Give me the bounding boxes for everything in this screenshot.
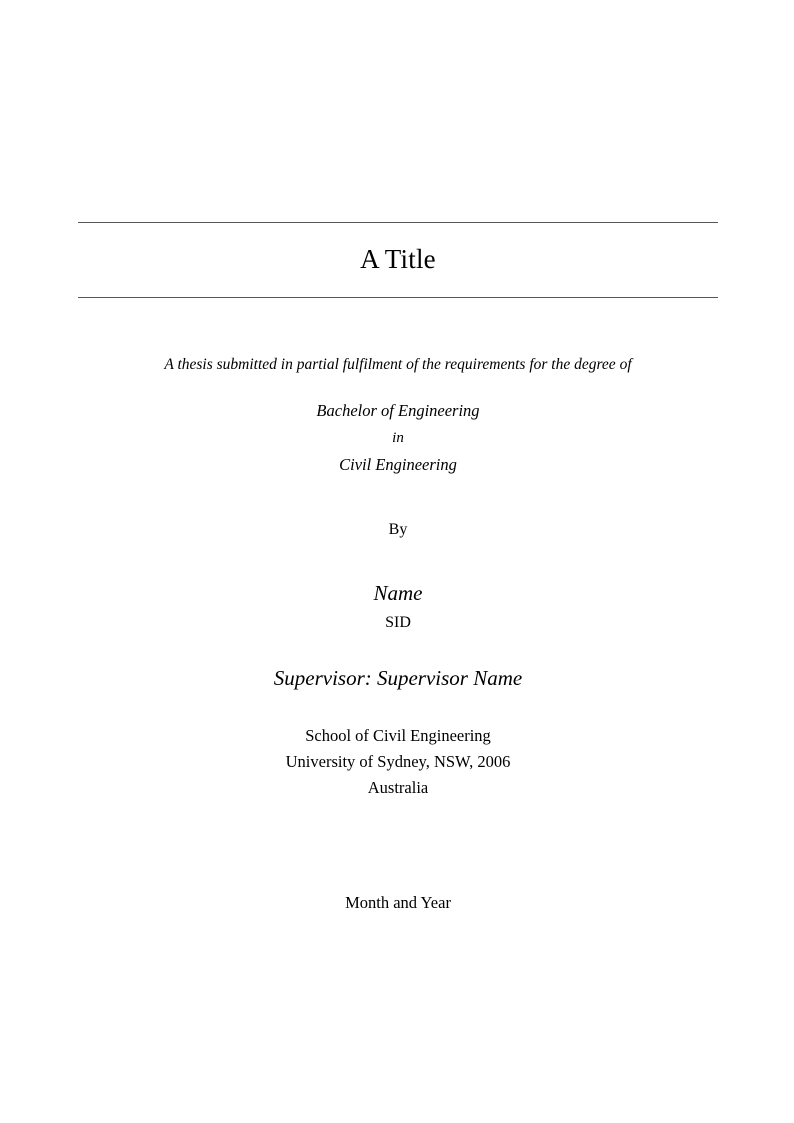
- degree-field: Civil Engineering: [339, 455, 457, 475]
- title-page-content: [78, 0, 718, 913]
- supervisor-line: Supervisor: Supervisor Name: [273, 666, 523, 691]
- publication-date: Month and Year: [345, 893, 451, 913]
- by-label: By: [388, 521, 408, 539]
- affiliation-block: [78, 723, 718, 800]
- title-block: [78, 223, 718, 297]
- affiliation-country: Australia: [367, 777, 429, 797]
- degree-name: Bachelor of Engineering: [316, 401, 480, 421]
- author-name: Name: [373, 581, 423, 606]
- thesis-statement: A thesis submitted in partial fulfilment of the requirements for the degree of: [164, 356, 632, 374]
- page-title: A Title: [360, 244, 436, 274]
- affiliation-school: School of Civil Engineering: [305, 726, 491, 746]
- title-rule-bottom: [78, 297, 718, 298]
- degree-connector: in: [392, 430, 404, 447]
- affiliation-university: University of Sydney, NSW, 2006: [285, 751, 511, 771]
- author-sid: SID: [385, 614, 411, 632]
